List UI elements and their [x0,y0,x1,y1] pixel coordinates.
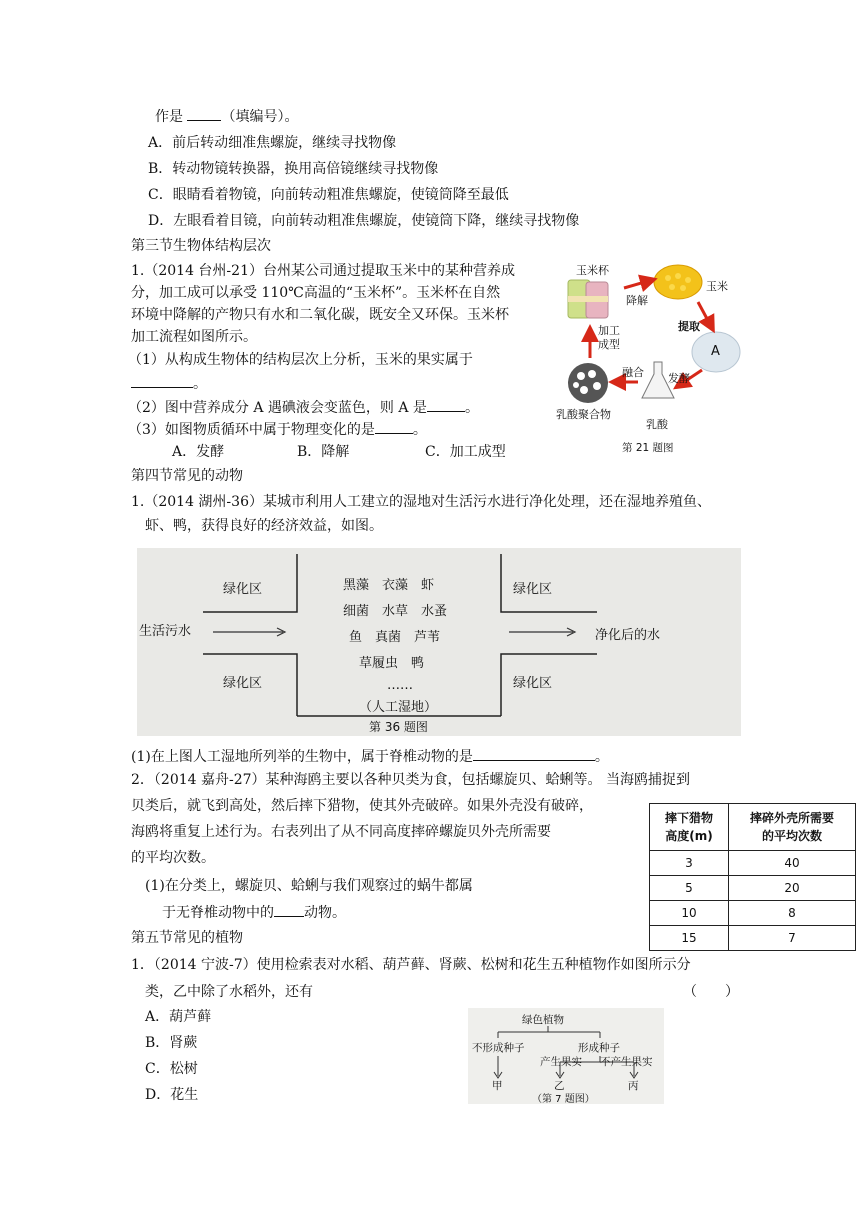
question-text: 1.（2014 湖州-36）某城市利用人工建立的湿地对生活污水进行净化处理，还在湿地养殖鱼、 [131,494,711,510]
sub-question-1: （1）从构成生物体的结构层次上分析，玉米的果实属于 [128,352,473,368]
organism-row: 草履虫 鸭 [359,656,425,671]
answer-paren[interactable]: （ ） [683,984,739,1000]
choice-b: B．降解 [297,444,350,460]
figure-caption: 第 21 题图 [622,442,674,454]
key-left: 不形成种子 [472,1042,525,1054]
organism-row: 鱼 真菌 芦苇 [349,630,441,645]
label-polymer: 乳酸聚合物 [556,408,611,421]
question-text: 分，加工成可以承受 110℃高温的“玉米杯”。玉米杯在自然 [131,285,501,301]
option-c: C．眼睛看着物镜，向前转动粗准焦螺旋，使镜筒降至最低 [148,187,509,203]
question-text: 1．（2014 宁波-7）使用检索表对水稻、葫芦藓、肾蕨、松树和花生五种植物作如图所示分 [131,957,691,973]
organism-row: 黑藻 衣藻 虾 [343,578,435,593]
stem-line: 作是 （填编号）。 [155,106,298,127]
plant-key-figure [468,1008,664,1104]
label-fuse: 融合 [622,366,644,379]
answer-line: 于无脊椎动物中的 动物。 [162,902,346,923]
green-zone: 绿化区 [223,582,263,597]
wetland-name: （人工湿地） [359,700,438,715]
key-yi: 乙 [554,1080,565,1092]
answer-blank[interactable] [375,419,413,434]
label-process: 加工 [598,324,620,337]
table-row: 15 7 [650,926,856,951]
choice-c: C．加工成型 [425,444,506,460]
section-title: 第三节生物体结构层次 [131,238,271,254]
sub-question-3: （3）如图物质循环中属于物理变化的是 。 [128,419,427,440]
option-b: B．转动物镜转换器，换用高倍镜继续寻找物像 [148,161,439,177]
question-text: 加工流程如图所示。 [131,329,257,345]
label-corn: 玉米 [706,280,728,293]
inflow-label: 生活污水 [139,624,192,639]
answer-blank[interactable] [131,373,193,388]
label-degrade: 降解 [626,294,648,307]
label-cup: 玉米杯 [576,264,609,277]
label-extract: 提取 [678,320,700,333]
header-count: 摔碎外壳所需要 的平均次数 [729,804,856,851]
figure-caption: （第 7 题图） [532,1094,595,1105]
green-zone: 绿化区 [513,582,553,597]
option-b: B．肾蕨 [145,1035,198,1051]
figure-caption: 第 36 题图 [369,720,428,734]
choice-a: A．发酵 [172,444,225,460]
question-text: 海鸥将重复上述行为。右表列出了从不同高度摔碎螺旋贝外壳所需要 [131,824,551,840]
organism-row: 细菌 水草 水蚤 [343,604,448,619]
wetland-figure [137,548,741,736]
outflow-label: 净化后的水 [595,628,661,643]
section-title: 第四节常见的动物 [131,468,243,484]
question-text: 2．（2014 嘉舟-27）某种海鸥主要以各种贝类为食，包括螺旋贝、蛤蜊等。 当海鸥捕捉到 [131,772,690,788]
green-zone: 绿化区 [513,676,553,691]
question-text: 1.（2014 台州-21）台州某公司通过提取玉米中的某种营养成 [131,263,515,279]
table-header [650,804,856,851]
section-title: 第五节常见的植物 [131,930,243,946]
sub-question-1: (1)在上图人工湿地所列举的生物中，属于脊椎动物的是 。 [131,746,609,767]
label-process: 成型 [598,338,620,351]
answer-line: 。 [131,373,207,394]
label-ferment: 发酵 [668,372,690,385]
key-right: 形成种子 [578,1042,620,1054]
question-text: 贝类后，就飞到高处，然后摔下猎物，使其外壳破碎。如果外壳没有破碎， [131,798,593,814]
answer-blank[interactable] [187,106,221,121]
option-c: C．松树 [145,1061,198,1077]
key-jia: 甲 [492,1080,503,1092]
label-lactic: 乳酸 [646,418,668,431]
key-root: 绿色植物 [522,1014,564,1026]
organism-row: …… [387,678,413,693]
drop-height-table [649,803,856,951]
table-row: 10 8 [650,901,856,926]
key-fruit: 产生果实 [540,1056,582,1068]
option-a: A．葫芦藓 [145,1009,212,1025]
question-text: 类，乙中除了水稻外，还有 [145,984,313,1000]
green-zone: 绿化区 [223,676,263,691]
option-a: A．前后转动细准焦螺旋，继续寻找物像 [148,135,397,151]
key-bing: 丙 [628,1080,639,1092]
table-row: 3 40 [650,851,856,876]
answer-blank[interactable] [427,397,465,412]
answer-blank[interactable] [274,902,304,917]
header-height: 摔下猎物 高度(m) [650,804,729,851]
question-text: 的平均次数。 [131,850,215,866]
option-d: D．左眼看着目镜，向前转动粗准焦螺旋，使镜筒下降，继续寻找物像 [148,213,580,229]
corn-cup-cycle-figure [556,258,742,458]
key-no-fruit: 不产生果实 [600,1056,653,1068]
answer-blank[interactable] [473,746,595,761]
sub-question-2: （2）图中营养成分 A 遇碘液会变蓝色，则 A 是 。 [128,397,479,418]
option-d: D．花生 [145,1087,199,1103]
label-a: A [711,344,720,359]
question-text: 虾、鸭，获得良好的经济效益，如图。 [145,518,383,534]
question-text: 环境中降解的产物只有水和二氧化碳，既安全又环保。玉米杯 [131,307,509,323]
sub-question-1: (1)在分类上，螺旋贝、蛤蜊与我们观察过的蜗牛都属 [145,878,473,894]
table-row: 5 20 [650,876,856,901]
